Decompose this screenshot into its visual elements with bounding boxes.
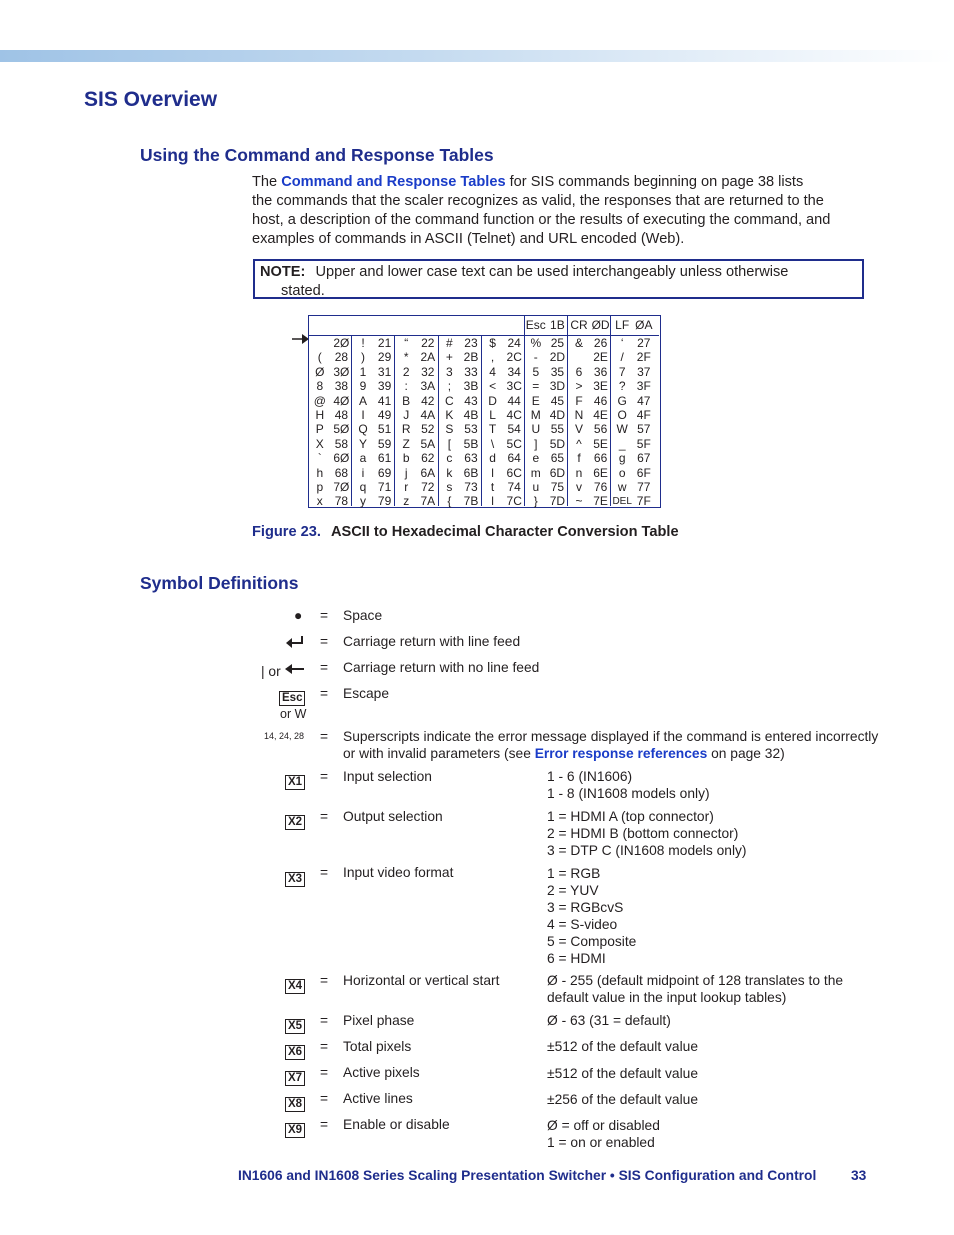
ascii-cell: k <box>446 465 453 480</box>
equals-sign: = <box>320 1117 329 1132</box>
ascii-cell: i <box>361 465 365 480</box>
ascii-cell: d <box>489 451 496 466</box>
ascii-cell: 7 <box>618 364 626 379</box>
ascii-cell: 26 <box>593 336 608 350</box>
ascii-cell: 64 <box>507 451 521 466</box>
ascii-cell: & <box>574 336 583 350</box>
ascii-cell: e <box>532 451 540 466</box>
symbol-values-x8: ±256 of the default value <box>547 1092 699 1107</box>
equals-sign: = <box>320 729 329 744</box>
ascii-cell: : <box>404 379 408 394</box>
ascii-cell: 2 <box>402 364 410 379</box>
ascii-cell: J <box>403 408 410 422</box>
ascii-cell: 5F <box>636 436 651 451</box>
intro-paragraph <box>252 173 872 249</box>
ascii-cell: 6E <box>593 465 608 480</box>
ascii-cell: a <box>359 451 367 466</box>
ascii-cell: Ø <box>315 364 325 379</box>
ascii-cell: 5C <box>506 436 522 451</box>
ascii-cell: Z <box>402 436 410 451</box>
ascii-cell: \ <box>490 436 495 451</box>
equals-sign: = <box>320 769 329 784</box>
ascii-cell: 4C <box>506 408 522 422</box>
x9-box: X9 <box>285 1120 305 1138</box>
ascii-cell: 32 <box>421 364 435 379</box>
ascii-header-cell: Esc <box>525 318 546 332</box>
ascii-cell: $ <box>489 336 496 350</box>
page-footer: IN1606 and IN1608 Series Scaling Presentation Switcher • SIS Configuration and Control <box>238 1168 817 1183</box>
ascii-cell: 74 <box>507 480 521 494</box>
equals-sign: = <box>320 634 329 649</box>
section-heading-symbols: Symbol Definitions <box>140 573 299 593</box>
equals-sign: = <box>320 608 329 623</box>
symbol-desc-x1: Input selection <box>343 769 432 784</box>
ascii-cell: L <box>489 408 496 422</box>
ascii-cell: P <box>315 422 324 437</box>
ascii-cell: 8 <box>316 379 324 394</box>
ascii-cell: 2C <box>506 350 522 365</box>
ascii-cell: 37 <box>637 364 651 379</box>
ascii-cell: F <box>575 393 583 408</box>
ascii-header-cell: 1B <box>550 318 565 332</box>
ascii-cell: + <box>445 350 453 365</box>
ascii-cell: K <box>445 408 454 422</box>
ascii-cell: 4A <box>420 408 436 422</box>
ascii-cell: C <box>445 393 454 408</box>
ascii-cell: 31 <box>377 364 392 379</box>
equals-sign: = <box>320 1039 329 1054</box>
ascii-cell: 34 <box>507 364 521 379</box>
ascii-cell: _ <box>618 436 626 451</box>
ascii-cell: T <box>488 422 497 437</box>
ascii-cell: 25 <box>550 336 565 350</box>
ascii-cell: 42 <box>421 393 435 408</box>
ascii-cell: 57 <box>637 422 651 437</box>
ascii-cell: V <box>574 422 583 437</box>
ascii-cell: g <box>618 451 626 466</box>
ascii-cell: 7A <box>420 494 436 509</box>
ascii-cell: 46 <box>593 393 608 408</box>
ascii-cell: 39 <box>377 379 392 394</box>
ascii-cell: D <box>488 393 497 408</box>
ascii-cell: 27 <box>637 336 651 350</box>
ascii-cell: 55 <box>550 422 565 437</box>
escape-key-icon: Esc <box>279 688 305 706</box>
ascii-cell: w <box>617 480 627 494</box>
ascii-cell: 7Ø <box>333 480 350 494</box>
ascii-cell: DEL <box>612 496 632 508</box>
equals-sign: = <box>320 973 329 988</box>
ascii-cell: % <box>530 336 542 350</box>
ascii-cell: 29 <box>377 350 392 365</box>
ascii-cell: p <box>316 480 324 494</box>
ascii-cell: R <box>401 422 411 437</box>
ascii-cell: 2D <box>549 350 566 365</box>
ascii-cell: E <box>531 393 540 408</box>
symbol-desc-x5: Pixel phase <box>343 1013 415 1028</box>
ascii-cell: 3A <box>420 379 436 394</box>
ascii-cell: 6Ø <box>333 451 350 466</box>
ascii-cell: # <box>446 336 453 350</box>
ascii-cell: 71 <box>377 480 392 494</box>
x3-box: X3 <box>285 869 305 887</box>
ascii-cell: 56 <box>593 422 608 437</box>
ascii-cell: * <box>403 350 409 365</box>
ascii-cell: 58 <box>334 436 349 451</box>
ascii-cell: 3E <box>593 379 608 394</box>
ascii-header-cell: CR <box>570 318 588 332</box>
symbol-desc-escape: Escape <box>343 686 390 701</box>
ascii-cell: 6B <box>463 465 479 480</box>
figure-number: Figure 23. <box>252 524 321 540</box>
ascii-cell: Y <box>358 436 367 451</box>
symbol-desc-x9: Enable or disable <box>343 1117 450 1132</box>
x7-box: X7 <box>285 1068 305 1086</box>
error-response-link[interactable]: Error response references <box>534 746 708 761</box>
ascii-cell: 5 <box>532 364 540 379</box>
ascii-cell: h <box>316 465 324 480</box>
ascii-header-cell: ØD <box>591 318 610 332</box>
figure-caption <box>252 524 679 540</box>
ascii-cell: 67 <box>637 451 651 466</box>
symbol-values-x3: 1 = RGB 2 = YUV 3 = RGBcvS 4 = S-video 5 = Composite 6 = HDMI <box>547 866 637 966</box>
ascii-cell: 45 <box>550 393 565 408</box>
ascii-header-cell: LF <box>615 318 630 332</box>
ascii-cell: 2Ø <box>333 336 350 350</box>
ascii-cell: 23 <box>464 336 478 350</box>
ascii-cell: 24 <box>507 336 521 350</box>
ascii-cell: ` <box>317 451 322 466</box>
symbol-desc-crlf: Carriage return with line feed <box>343 634 521 649</box>
ascii-cell: ? <box>618 379 626 394</box>
page-number: 33 <box>851 1168 867 1183</box>
ascii-cell: ( <box>317 350 322 365</box>
ascii-cell: 2A <box>420 350 436 365</box>
ascii-cell: 65 <box>550 451 565 466</box>
symbol-desc-x6: Total pixels <box>343 1039 412 1054</box>
note-text: stated. <box>281 283 325 299</box>
equals-sign: = <box>320 1013 329 1028</box>
ascii-cell: 6D <box>549 465 566 480</box>
ascii-cell: 22 <box>421 336 435 350</box>
ascii-cell: ! <box>361 336 365 350</box>
equals-sign: = <box>320 1091 329 1106</box>
ascii-cell: c <box>446 451 453 466</box>
equals-sign: = <box>320 686 329 701</box>
ascii-cell: > <box>575 379 583 394</box>
ascii-cell: ) <box>360 350 365 365</box>
symbol-desc-x3: Input video format <box>343 865 454 880</box>
ascii-cell: ‘ <box>620 336 624 350</box>
ascii-cell: 7D <box>549 494 566 509</box>
escape-alt: or W <box>280 707 307 721</box>
ascii-cell: 47 <box>637 393 651 408</box>
ascii-cell: 9 <box>359 379 367 394</box>
ascii-cell: 6A <box>420 465 436 480</box>
ascii-cell: l <box>491 494 494 509</box>
symbol-desc-x2: Output selection <box>343 809 443 824</box>
ascii-cell: 54 <box>507 422 521 437</box>
ascii-cell: 3F <box>636 379 651 394</box>
ascii-cell: s <box>446 480 453 494</box>
desc-text: on page 32) <box>707 746 785 761</box>
ascii-cell: 2F <box>636 350 651 365</box>
ascii-cell: 68 <box>334 465 349 480</box>
ascii-cell: S <box>445 422 454 437</box>
para-text: The <box>252 174 282 190</box>
ascii-cell: / <box>620 350 624 365</box>
ascii-cell: 51 <box>377 422 392 437</box>
ascii-cell: } <box>533 494 538 509</box>
ascii-cell: r <box>404 480 409 494</box>
ascii-cell: n <box>575 465 583 480</box>
ascii-cell: M <box>530 408 541 422</box>
ascii-cell: - <box>533 350 538 365</box>
ascii-cell: 35 <box>550 364 565 379</box>
para-line: host, a description of the command function or the results of executing the command, and <box>252 212 831 228</box>
ascii-cell: z <box>403 494 410 509</box>
ascii-cell: o <box>618 465 626 480</box>
carriage-return-icon <box>285 664 304 675</box>
symbol-values-x9: Ø = off or disabled 1 = on or enabled <box>547 1118 660 1150</box>
symbol-desc-space: Space <box>343 608 383 623</box>
ascii-header-cell: ØA <box>635 318 653 332</box>
ascii-cell: N <box>574 408 584 422</box>
symbol-desc-x4: Horizontal or vertical start <box>343 973 500 988</box>
ascii-cell: 63 <box>464 451 478 466</box>
ascii-cell: 59 <box>377 436 392 451</box>
ascii-cell: 77 <box>637 480 651 494</box>
ascii-cell: 2E <box>593 350 608 365</box>
x5-box: X5 <box>285 1016 305 1034</box>
ascii-cell: u <box>532 480 540 494</box>
bullet-icon: ● <box>294 608 303 623</box>
ascii-cell: 4D <box>549 408 566 422</box>
ascii-cell: O <box>617 408 627 422</box>
ascii-cell: 5B <box>463 436 479 451</box>
symbol-values-x2: 1 = HDMI A (top connector) 2 = HDMI B (bottom connector) 3 = DTP C (IN1608 models only) <box>547 809 747 858</box>
ascii-cell: 3B <box>463 379 479 394</box>
ascii-hex-table <box>308 315 661 508</box>
ascii-cell: t <box>490 480 495 494</box>
ascii-cell: 53 <box>464 422 478 437</box>
ascii-cell: 48 <box>334 408 349 422</box>
ascii-cell: 4E <box>593 408 608 422</box>
symbol-desc-superscripts <box>343 728 883 762</box>
ascii-cell: j <box>404 465 408 480</box>
ascii-cell: 3Ø <box>333 364 350 379</box>
x6-box: X6 <box>285 1042 305 1060</box>
ascii-cell: ; <box>447 379 452 394</box>
symbol-values-x5: Ø - 63 (31 = default) <box>547 1013 671 1028</box>
ascii-cell: 3C <box>506 379 522 394</box>
ascii-cell: 72 <box>421 480 435 494</box>
ascii-cell: “ <box>404 336 409 350</box>
symbol-desc-cr: Carriage return with no line feed <box>343 660 540 675</box>
command-tables-link[interactable]: Command and Response Tables <box>281 174 506 190</box>
ascii-cell: 78 <box>334 494 349 509</box>
superscript-example: 14, 24, 28 <box>264 731 305 741</box>
x4-box: X4 <box>285 976 305 994</box>
section-heading-command-tables: Using the Command and Response Tables <box>140 145 494 165</box>
x1-box: X1 <box>285 772 305 790</box>
note-text: Upper and lower case text can be used interchangeably unless otherwise <box>315 264 789 280</box>
equals-sign: = <box>320 809 329 824</box>
ascii-cell: 33 <box>464 364 478 379</box>
x2-box: X2 <box>285 812 305 830</box>
ascii-cell: 7F <box>636 494 651 509</box>
ascii-cell: 38 <box>334 379 349 394</box>
ascii-cell: I <box>361 408 365 422</box>
ascii-cell: 3D <box>549 379 566 394</box>
ascii-cell: 5D <box>549 436 566 451</box>
ascii-cell: 5E <box>593 436 608 451</box>
ascii-cell: = <box>532 379 540 394</box>
ascii-cell: 7B <box>463 494 479 509</box>
ascii-cell: y <box>359 494 366 509</box>
ascii-cell: 6C <box>506 465 522 480</box>
equals-sign: = <box>320 865 329 880</box>
ascii-cell: ~ <box>575 494 583 509</box>
ascii-cell: U <box>531 422 541 437</box>
ascii-cell: 76 <box>593 480 608 494</box>
ascii-cell: 61 <box>377 451 392 466</box>
symbol-values-x6: ±512 of the default value <box>547 1039 699 1054</box>
ascii-cell: l <box>491 465 494 480</box>
para-line: examples of commands in ASCII (Telnet) and URL encoded (Web). <box>252 231 685 247</box>
ascii-cell: 75 <box>550 480 565 494</box>
symbol-values-x4: Ø - 255 (default midpoint of 128 translates to the default value in the input lookup tables) <box>547 973 844 1005</box>
ascii-cell: 62 <box>421 451 435 466</box>
note-box <box>253 259 864 299</box>
para-line: the commands that the scaler recognizes as valid, the responses that are returned to the <box>252 193 824 209</box>
carriage-return-linefeed-icon <box>286 636 304 649</box>
symbol-desc-x7: Active pixels <box>343 1065 420 1080</box>
ascii-cell: f <box>577 451 581 466</box>
ascii-cell: 2B <box>463 350 479 365</box>
ascii-cell: G <box>617 393 627 408</box>
ascii-cell: v <box>575 480 582 494</box>
symbol-values-x1: 1 - 6 (IN1606) 1 - 8 (IN1608 models only) <box>547 769 710 801</box>
desc-line: Superscripts indicate the error message displayed if the command is entered incorrectly <box>343 729 879 744</box>
ascii-cell: B <box>402 393 411 408</box>
symbol-desc-x8: Active lines <box>343 1091 413 1106</box>
ascii-cell: X <box>315 436 324 451</box>
ascii-cell: 36 <box>593 364 608 379</box>
ascii-cell: 41 <box>377 393 392 408</box>
figure-title: ASCII to Hexadecimal Character Conversion Table <box>330 524 679 540</box>
ascii-cell: 69 <box>377 465 392 480</box>
ascii-cell: 44 <box>507 393 521 408</box>
ascii-cell: ] <box>534 436 538 451</box>
ascii-cell: m <box>530 465 541 480</box>
ascii-cell: 79 <box>377 494 392 509</box>
ascii-cell: Q <box>358 422 368 437</box>
ascii-cell: @ <box>313 393 326 408</box>
ascii-cell: 28 <box>334 350 349 365</box>
ascii-cell: b <box>402 451 410 466</box>
ascii-cell: , <box>490 350 495 365</box>
equals-sign: = <box>320 660 329 675</box>
ascii-cell: 4Ø <box>333 393 350 408</box>
para-text: for SIS commands beginning on page 38 lists <box>505 174 804 190</box>
desc-text: or with invalid parameters (see <box>343 746 535 761</box>
ascii-cell: 1 <box>359 364 367 379</box>
ascii-cell: 3 <box>446 364 453 379</box>
equals-sign: = <box>320 1065 329 1080</box>
ascii-cell: ^ <box>576 436 582 451</box>
x8-box: X8 <box>285 1094 305 1112</box>
symbol-prefix: | or <box>261 664 281 679</box>
page-title: SIS Overview <box>84 88 218 111</box>
note-label: NOTE: <box>260 264 306 280</box>
ascii-cell: < <box>489 379 497 394</box>
ascii-cell: 5A <box>420 436 436 451</box>
ascii-cell: H <box>315 408 325 422</box>
ascii-cell: [ <box>447 436 452 451</box>
ascii-cell: 52 <box>421 422 435 437</box>
ascii-cell: x <box>316 494 323 509</box>
ascii-cell: 43 <box>464 393 478 408</box>
ascii-cell: { <box>447 494 452 509</box>
ascii-cell: 6 <box>575 364 583 379</box>
ascii-cell: 6F <box>636 465 651 480</box>
ascii-cell: 5Ø <box>333 422 350 437</box>
ascii-cell: A <box>358 393 367 408</box>
ascii-cell: W <box>616 422 628 437</box>
ascii-cell: 4 <box>489 364 496 379</box>
ascii-cell: q <box>359 480 367 494</box>
ascii-cell: 49 <box>377 408 392 422</box>
ascii-cell: 7E <box>593 494 608 509</box>
ascii-cell: 66 <box>593 451 608 466</box>
symbol-values-x7: ±512 of the default value <box>547 1066 699 1081</box>
ascii-cell: 7C <box>506 494 522 509</box>
ascii-cell: 4B <box>463 408 479 422</box>
ascii-cell: 4F <box>636 408 651 422</box>
ascii-cell: 73 <box>464 480 478 494</box>
ascii-cell: 21 <box>377 336 392 350</box>
header-gradient-bar <box>0 50 954 62</box>
